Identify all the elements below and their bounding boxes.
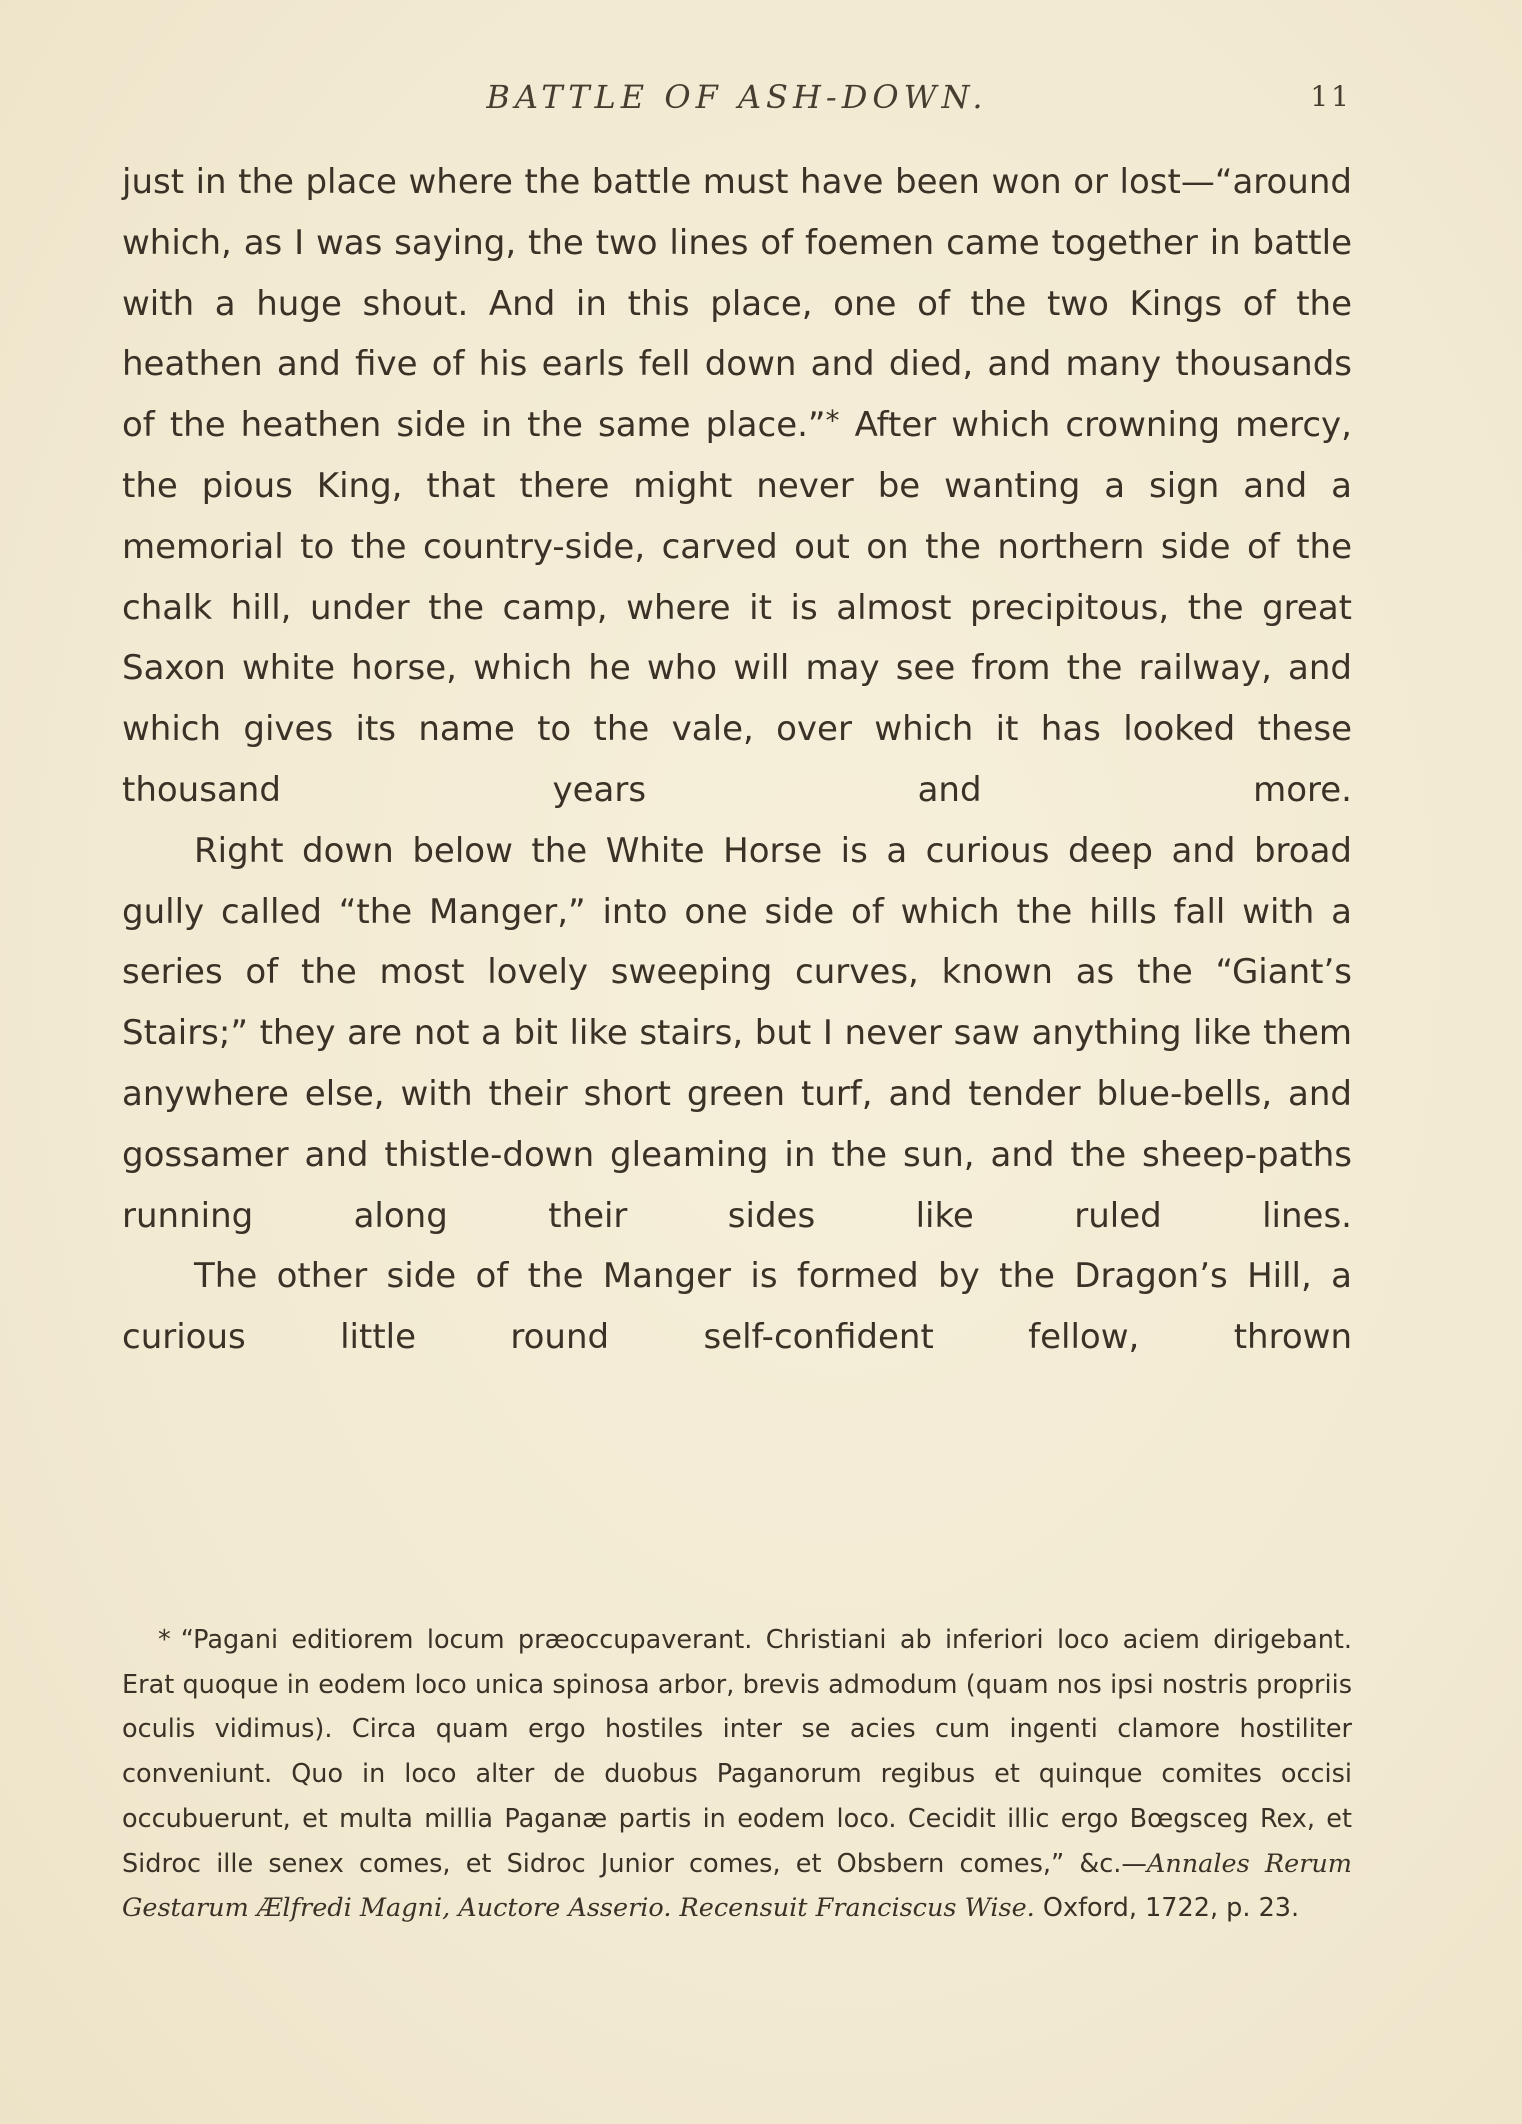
running-title: BATTLE OF ASH-DOWN. xyxy=(486,78,988,116)
page-number: 11 xyxy=(1310,80,1352,113)
footnote-reference: * xyxy=(825,404,840,438)
paragraph-1-continuation: After which crowning mercy, the pious King, that there might never be wanting a sign and a memorial to the country-side, carved out on the northern side of the chalk hill, under the camp, where it is almost precipitous, the great Saxon white horse, which he who will may see from the railway, and which gives its name to the vale, over which it has looked these thousand years and more. xyxy=(122,405,1352,810)
footnote-imprint: Oxford, 1722, p. 23. xyxy=(1034,1893,1300,1924)
paragraph-3: The other side of the Manger is formed by the Dragon’s Hill, a curious little round self-confident fellow, thrown xyxy=(122,1256,1352,1358)
footnote xyxy=(122,1618,1352,1931)
main-text xyxy=(122,152,1352,1368)
paragraph-2: Right down below the White Horse is a curious deep and broad gully called “the Manger,” into one side of which the hills fall with a series of the most lovely sweeping curves, known as the “Giant’s Stairs;” they are not a bit like stairs, but I never saw anything like them anywhere else, with their short green turf, and tender blue-bells, and gossamer and thistle-down gleaming in the sun, and the sheep-paths running along their sides like ruled lines. xyxy=(122,830,1352,1236)
footnote-text: “Pagani editiorem locum præoccupaverant. Christiani ab inferiori loco aciem dirigebant. Erat quoque in eodem loco unica spinosa arbor, brevis admodum (quam nos ipsi nostris propriis oculis vidimus). Circa quam ergo hostiles inter se acies cum ingenti clamore hostiliter conveniunt. Quo in loco alter de duobus Paganorum regibus et quinque comites occisi occubuerunt, et multa millia Paganæ partis in eodem loco. Cecidit illic ergo Bœgsceg Rex, et Sidroc ille senex comes, et Sidroc Junior comes, et Obsbern comes,” &c.— xyxy=(122,1625,1352,1879)
paragraph-1-text: just in the place where the battle must have been won or lost—“around which, as I was saying, the two lines of foemen came together in battle with a huge shout. And in this place, one of the two Kings of the heathen and five of his earls fell down and died, and many thousands of the heathen side in the same place.” xyxy=(122,162,1352,446)
paragraph-1 xyxy=(122,152,1352,821)
page-header xyxy=(122,78,1352,128)
footnote-marker: * xyxy=(158,1625,171,1655)
footnote-source-title: Annales Rerum Gestarum Ælfredi Magni, Auctore Asserio. Recensuit Franciscus Wise. xyxy=(122,1848,1352,1924)
